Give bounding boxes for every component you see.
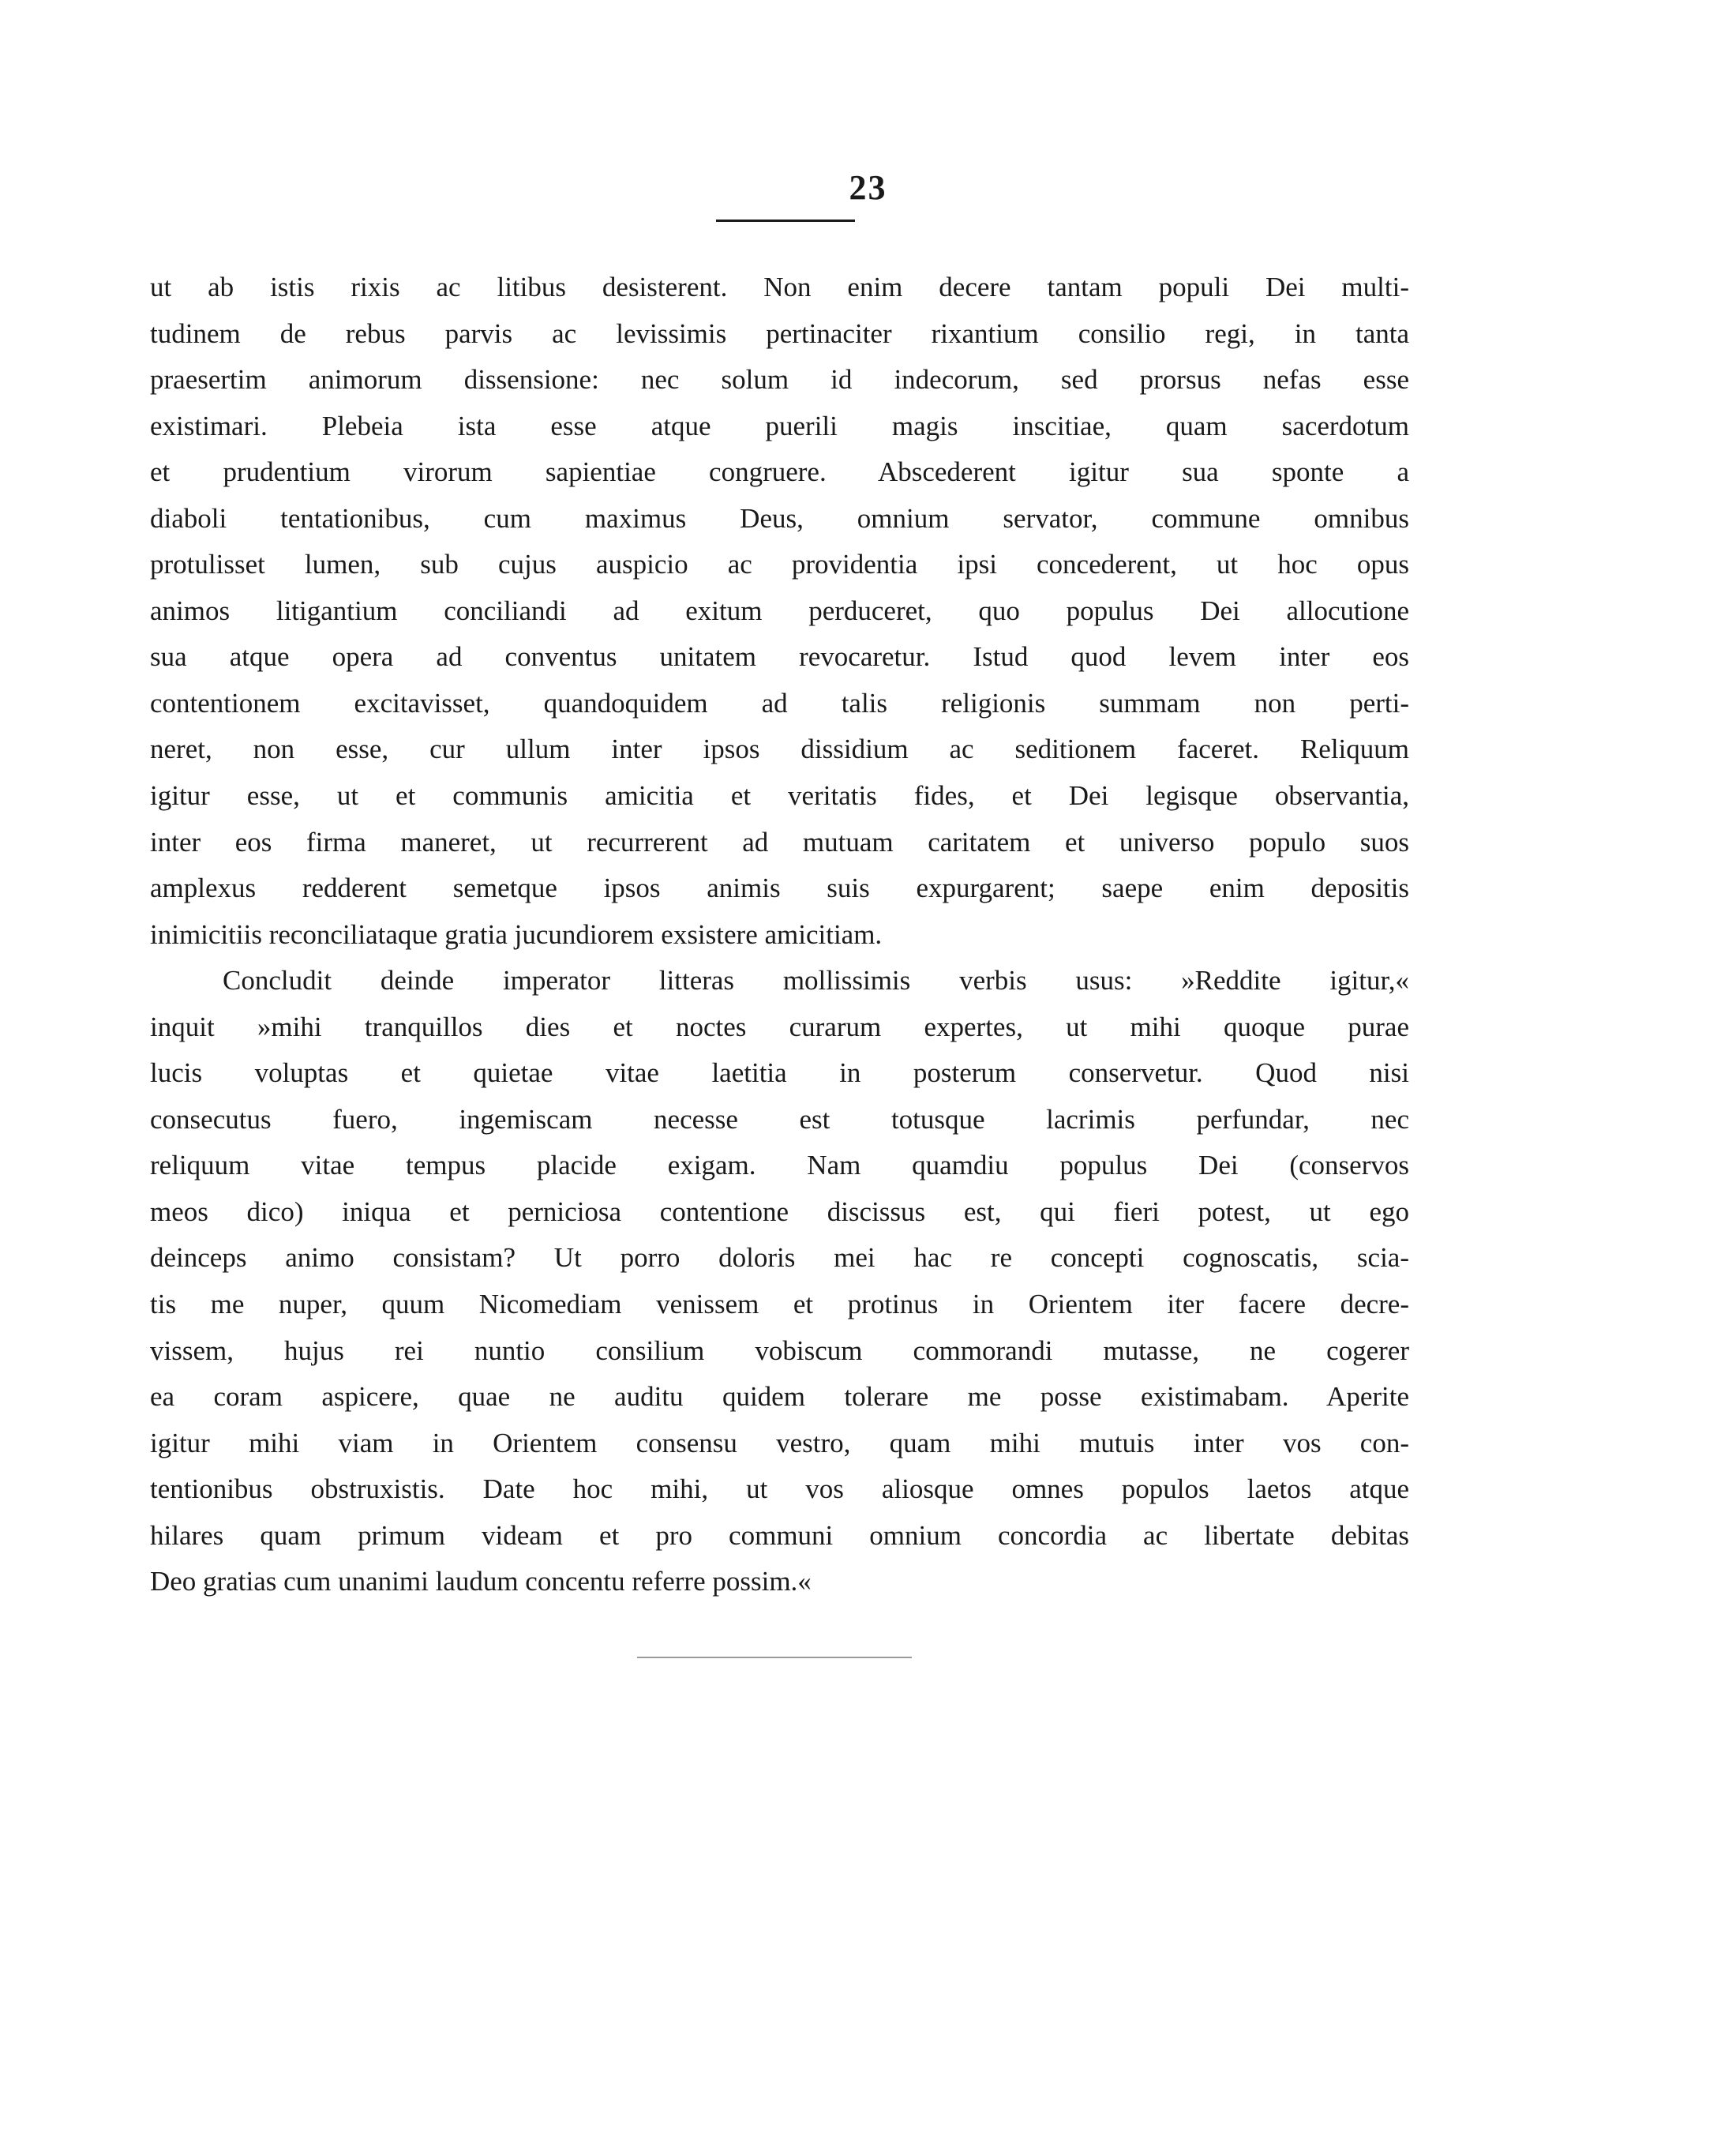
text-line: praesertim animorum dissensione: nec solum id indecorum, sed prorsus nefas esse [150,364,1409,396]
text-line: tentionibus obstruxistis. Date hoc mihi, ut vos aliosque omnes populos laetos atque [150,1473,1409,1505]
text-line: vissem, hujus rei nuntio consilium vobiscum commorandi mutasse, ne cogerer [150,1334,1409,1366]
text-line: reliquum vitae tempus placide exigam. Nam quamdiu populus Dei (conservos [150,1150,1409,1181]
text-line: igitur esse, ut et communis amicitia et veritatis fides, et Dei legisque observantia, [150,780,1409,812]
body-text [150,265,1409,1605]
text-line: deinceps animo consistam? Ut porro doloris mei hac re concepti cognoscatis, scia- [150,1242,1409,1274]
text-line: ut ab istis rixis ac litibus desisterent. Non enim decere tantam populi Dei multi- [150,272,1409,302]
text-line: meos dico) iniqua et perniciosa contentione discissus est, qui fieri potest, ut ego [150,1195,1409,1227]
text-line: consecutus fuero, ingemiscam necesse est totusque lacrimis perfundar, nec [150,1103,1409,1135]
text-line: lucis voluptas et quietae vitae laetitia in posterum conservetur. Quod nisi [150,1057,1409,1089]
text-line: igitur mihi viam in Orientem consensu vestro, quam mihi mutuis inter vos con- [150,1427,1409,1458]
text-line: hilares quam primum videam et pro communi omnium concordia ac libertate debitas [150,1519,1409,1551]
text-line: sua atque opera ad conventus unitatem revocaretur. Istud quod levem inter eos [150,641,1409,673]
page-number: 23 [849,168,887,207]
text-line: neret, non esse, cur ullum inter ipsos dissidium ac seditionem faceret. Reliquum [150,734,1409,765]
header-rule [716,220,855,222]
text-line: Concludit deinde imperator litteras mollissimis verbis usus: »Reddite igitur,« [223,965,1409,997]
bleed-through-rule [637,1657,912,1658]
text-line: protulisset lumen, sub cujus auspicio ac providentia ipsi concederent, ut hoc opus [150,549,1409,580]
text-line: et prudentium virorum sapientiae congruere. Abscederent igitur sua sponte a [150,456,1409,488]
text-line: inter eos firma maneret, ut recurrerent ad mutuam caritatem et universo populo suos [150,826,1409,858]
text-line: inimicitiis reconciliataque gratia jucundiorem exsistere amicitiam. [150,918,883,950]
text-line: tudinem de rebus parvis ac levissimis pertinaciter rixantium consilio regi, in tanta [150,317,1409,349]
text-line: existimari. Plebeia ista esse atque puerili magis inscitiae, quam sacerdotum [150,410,1409,441]
text-line: amplexus redderent semetque ipsos animis suis expurgarent; saepe enim depositis [150,873,1409,904]
text-line: Deo gratias cum unanimi laudum concentu referre possim.« [150,1566,812,1597]
text-line: animos litigantium conciliandi ad exitum perduceret, quo populus Dei allocutione [150,595,1409,626]
text-line: inquit »mihi tranquillos dies et noctes curarum expertes, ut mihi quoque purae [150,1011,1409,1042]
text-line: tis me nuper, quum Nicomediam venissem et protinus in Orientem iter facere decre- [150,1289,1409,1320]
text-line: diaboli tentationibus, cum maximus Deus, omnium servator, commune omnibus [150,502,1409,534]
text-line: ea coram aspicere, quae ne auditu quidem tolerare me posse existimabam. Aperite [150,1381,1409,1413]
text-line: contentionem excitavisset, quandoquidem ad talis religionis summam non perti- [150,687,1409,719]
